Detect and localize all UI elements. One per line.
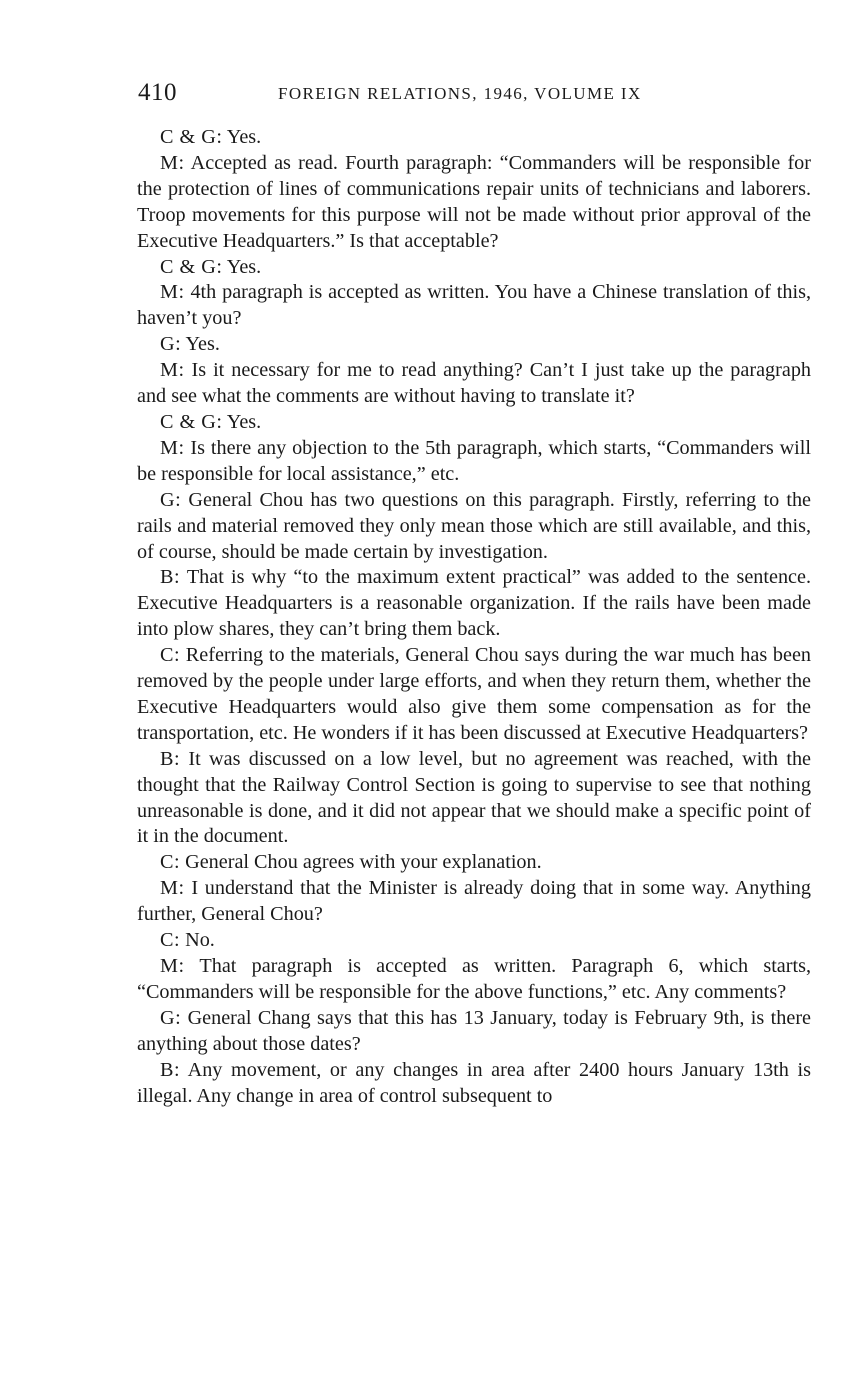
transcript-paragraph [137, 1006, 811, 1058]
speaker-label: M: [160, 955, 185, 977]
transcript-paragraph [137, 1058, 811, 1110]
paragraph-text: Yes. [185, 333, 220, 356]
speaker-label: M: [160, 359, 185, 382]
paragraph-text: I understand that the Minister is already doing that in some way. Anything further, General Chou? [137, 877, 811, 926]
speaker-label: G: [160, 333, 182, 356]
transcript-paragraph [137, 747, 811, 851]
speaker-label: B: [160, 747, 181, 770]
transcript-paragraph [137, 850, 811, 876]
paragraph-text: Accepted as read. Fourth paragraph: “Commanders will be responsible for the protection of lines of communications repair units of technicians and laborers. Troop movements for this purpose will not be made without prior approval of the Executive Headquarters.” Is that acceptable? [137, 151, 811, 252]
transcript-paragraph [137, 565, 811, 643]
paragraph-text: Yes. [226, 410, 262, 433]
speaker-label: B: [160, 1058, 181, 1081]
page-header [138, 76, 810, 110]
paragraph-text: 4th paragraph is accepted as written. You have a Chinese translation of this, haven’t you? [137, 281, 812, 330]
transcript-paragraph [137, 358, 811, 410]
speaker-label: M: [160, 281, 185, 304]
transcript-paragraph [137, 151, 811, 255]
speaker-label: M: [160, 151, 185, 174]
speaker-label: G: [160, 1006, 182, 1029]
speaker-label: B: [160, 566, 181, 589]
transcript-paragraph [137, 255, 811, 281]
paragraph-text: That paragraph is accepted as written. Paragraph 6, which starts, “Commanders will be responsible for the above functions,” etc. Any comments? [137, 955, 811, 1003]
transcript-paragraph [137, 643, 811, 747]
paragraph-text: Is it necessary for me to read anything? Can’t I just take up the paragraph and see what the comments are without having to translate it? [137, 359, 812, 408]
speaker-label: C: [160, 644, 181, 667]
speaker-label: M: [160, 877, 185, 900]
paragraph-text: No. [185, 929, 215, 952]
transcript-paragraph [137, 280, 811, 332]
paragraph-text: General Chang says that this has 13 January, today is February 9th, is there anything about those dates? [137, 1006, 811, 1055]
speaker-label: C & G: [160, 255, 223, 278]
speaker-label: C & G: [160, 410, 223, 433]
paragraph-text: That is why “to the maximum extent practical” was added to the sentence. Executive Headquarters is a reasonable organization. If the rails have been made into plow shares, they can’t bring them back. [137, 566, 811, 641]
speaker-label: G: [160, 488, 182, 511]
paragraph-text: It was discussed on a low level, but no agreement was reached, with the thought that the Railway Control Section is going to supervise to see that nothing unreasonable is done, and it did not appear that we should make a specific point of it in the document. [137, 747, 811, 848]
speaker-label: M: [160, 436, 185, 459]
transcript-paragraph [137, 410, 811, 436]
paragraph-text: Any movement, or any changes in area after 2400 hours January 13th is illegal. Any change in area of control subsequent to [137, 1058, 811, 1107]
paragraph-text: Is there any objection to the 5th paragraph, which starts, “Commanders will be responsible for local assistance,” etc. [137, 436, 811, 485]
speaker-label: C: [160, 929, 181, 952]
transcript-paragraph [137, 436, 811, 488]
page-number: 410 [138, 79, 177, 106]
speaker-label: C: [160, 851, 181, 874]
transcript-paragraph [137, 954, 811, 1006]
paragraph-text: Referring to the materials, General Chou says during the war much has been removed by the people under large efforts, and when they return them, whether the Executive Headquarters would also give them some compensation as for the transportation, etc. He wonders if it has been discussed at Executive Headquarters? [137, 644, 811, 744]
transcript-paragraph [137, 928, 811, 954]
paragraph-text: General Chou has two questions on this paragraph. Firstly, referring to the rails and material removed they only mean those which are still available, and this, of course, should be made certain by investigation. [137, 488, 812, 563]
transcript-paragraph [137, 488, 811, 566]
paragraph-text: Yes. [226, 126, 262, 148]
paragraph-text: Yes. [226, 255, 262, 278]
transcript-body [137, 125, 811, 1109]
transcript-paragraph [137, 332, 811, 358]
speaker-label: C & G: [160, 126, 223, 148]
transcript-paragraph [137, 125, 811, 151]
transcript-paragraph [137, 876, 811, 928]
paragraph-text: General Chou agrees with your explanation. [185, 851, 542, 874]
running-head: FOREIGN RELATIONS, 1946, VOLUME IX [278, 84, 642, 103]
